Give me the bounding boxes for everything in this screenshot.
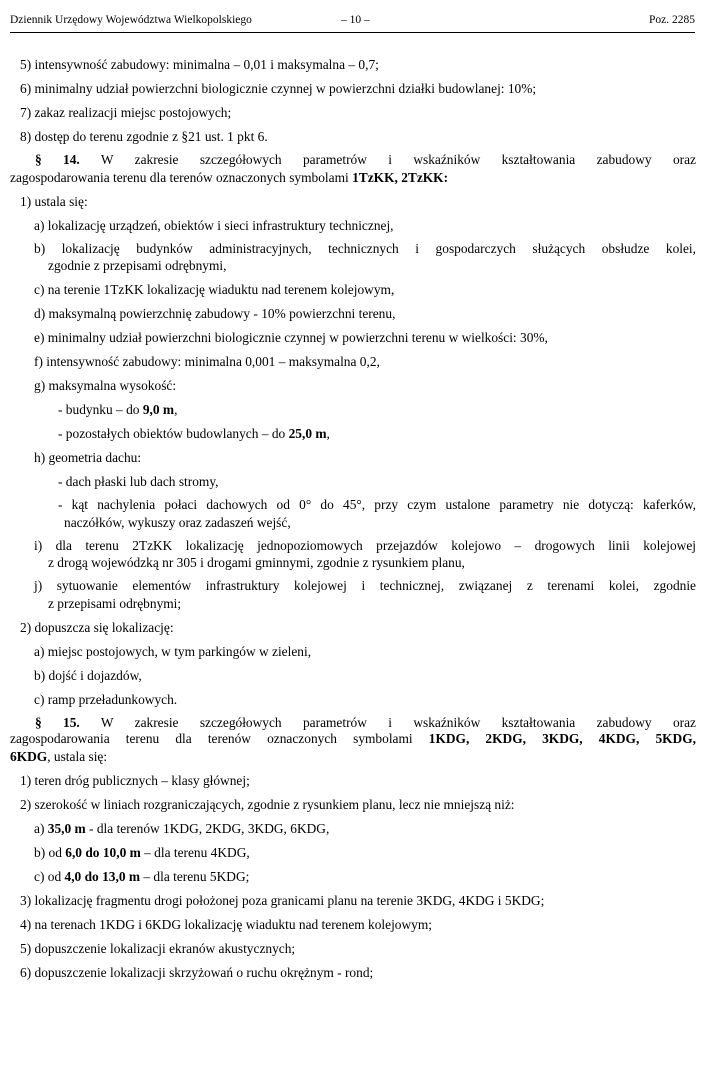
s13-item-7: 7) zakaz realizacji miejsc postojowych; xyxy=(20,105,232,120)
s15-p2-a: a) 35,0 m - dla terenów 1KDG, 2KDG, 3KDG, 6KDG, xyxy=(34,820,330,836)
s15-p2-c: c) od 4,0 do 13,0 m – dla terenu 5KDG; xyxy=(34,868,250,884)
s14-p2-c: c) ramp przeładunkowych. xyxy=(34,691,178,707)
journal-title: Dziennik Urzędowy Województwa Wielkopolskiego xyxy=(10,14,252,26)
s15-symbols: 1KDG, 2KDG, 3KDG, 4KDG, 5KDG, xyxy=(428,731,696,746)
page-header xyxy=(10,14,695,33)
s14-p2-b: b) dojść i dojazdów, xyxy=(34,667,142,683)
s15-p6: 6) dopuszczenie lokalizacji skrzyżowań o ruchu okrężnym - rond; xyxy=(20,964,374,980)
s14-d: d) maksymalną powierzchnię zabudowy - 10% powierzchni terenu, xyxy=(34,306,396,321)
s14-p1: 1) ustala się: xyxy=(20,193,88,209)
s15-p4: 4) na terenach 1KDG i 6KDG lokalizację wiaduktu nad terenem kolejowym; xyxy=(20,916,432,932)
s15-intro-line2: zagospodarowania terenu dla terenów oznaczonych symbolami 1KDG, 2KDG, 3KDG, 4KDG, 5KDG, xyxy=(10,731,696,746)
s14-intro-line2: zagospodarowania terenu dla terenów oznaczonych symbolami 1TzKK, 2TzKK: xyxy=(10,169,449,185)
s14-g-dash1: - budynku – do 9,0 m, xyxy=(58,402,178,417)
s14-symbols: 1TzKK, 2TzKK: xyxy=(352,169,449,185)
s14-p2: 2) dopuszcza się lokalizację: xyxy=(20,619,174,635)
page-number: – 10 – xyxy=(341,14,370,26)
s15-p3: 3) lokalizację fragmentu drogi położonej poza granicami planu na terenie 3KDG, 4KDG i 5KDG; xyxy=(20,892,545,908)
s14-b: b) lokalizację budynków administracyjnych, technicznych i gospodarczych służących obsłudze kolei, zgodnie z przepisami odrębnymi, xyxy=(34,240,696,273)
s13-item-8: 8) dostęp do terenu zgodnie z §21 ust. 1 pkt 6. xyxy=(20,129,268,144)
s14-h-dash2: - kąt nachylenia połaci dachowych od 0° do 45°, przy czym ustalone parametry nie dotyczą: kaferków, naczółków, wykuszy oraz zadaszeń wejść, xyxy=(58,497,696,530)
position-number: Poz. 2285 xyxy=(649,14,695,26)
s14-g-dash2: - pozostałych obiektów budowlanych – do 25,0 m, xyxy=(58,426,330,441)
s14-j: j) sytuowanie elementów infrastruktury kolejowej i technicznej, związanej z terenami kolei, zgodnie z przepisami odrębnymi; xyxy=(34,578,696,611)
s14-h: h) geometria dachu: xyxy=(34,450,142,465)
document-body xyxy=(10,56,696,981)
s13-item-5: 5) intensywność zabudowy: minimalna – 0,01 i maksymalna – 0,7; xyxy=(20,57,379,72)
s14-c: c) na terenie 1TzKK lokalizację wiaduktu nad terenem kolejowym, xyxy=(34,282,395,297)
s15-intro-line3: 6KDG, ustala się: xyxy=(10,748,108,764)
s15-p2: 2) szerokość w liniach rozgraniczających, zgodnie z rysunkiem planu, lecz nie mniejszą niż: xyxy=(20,796,515,812)
s14-p2-a: a) miejsc postojowych, w tym parkingów w zieleni, xyxy=(34,643,312,659)
s14-h-dash1: - dach płaski lub dach stromy, xyxy=(58,474,219,489)
s14-a: a) lokalizację urządzeń, obiektów i sieci infrastruktury technicznej, xyxy=(34,217,394,233)
s13-item-6: 6) minimalny udział powierzchni biologicznie czynnej w powierzchni działki budowlanej: 10%; xyxy=(20,81,537,96)
s15-p2-b: b) od 6,0 do 10,0 m – dla terenu 4KDG, xyxy=(34,844,250,860)
s14-e: e) minimalny udział powierzchni biologicznie czynnej w powierzchni terenu w wielkości: 30%, xyxy=(34,330,548,345)
s15-p1: 1) teren dróg publicznych – klasy głównej; xyxy=(20,772,250,788)
s14-mark: § 14. xyxy=(35,152,80,167)
s14-f: f) intensywność zabudowy: minimalna 0,001 – maksymalna 0,2, xyxy=(34,354,380,369)
s14-intro-line1: § 14. W zakresie szczegółowych parametrów i wskaźników kształtowania zabudowy oraz xyxy=(35,152,697,167)
s14-g: g) maksymalna wysokość: xyxy=(34,378,177,393)
s15-intro-line1: § 15. W zakresie szczegółowych parametrów i wskaźników kształtowania zabudowy oraz xyxy=(35,714,697,730)
s14-i: i) dla terenu 2TzKK lokalizację jednopoziomowych przejazdów kolejowo – drogowych linii kolejowej z drogą wojewódzką nr 305 i drogami gminnymi, zgodnie z rysunkiem planu, xyxy=(34,537,696,570)
s15-mark: § 15. xyxy=(35,714,80,730)
s15-p5: 5) dopuszczenie lokalizacji ekranów akustycznych; xyxy=(20,940,296,956)
